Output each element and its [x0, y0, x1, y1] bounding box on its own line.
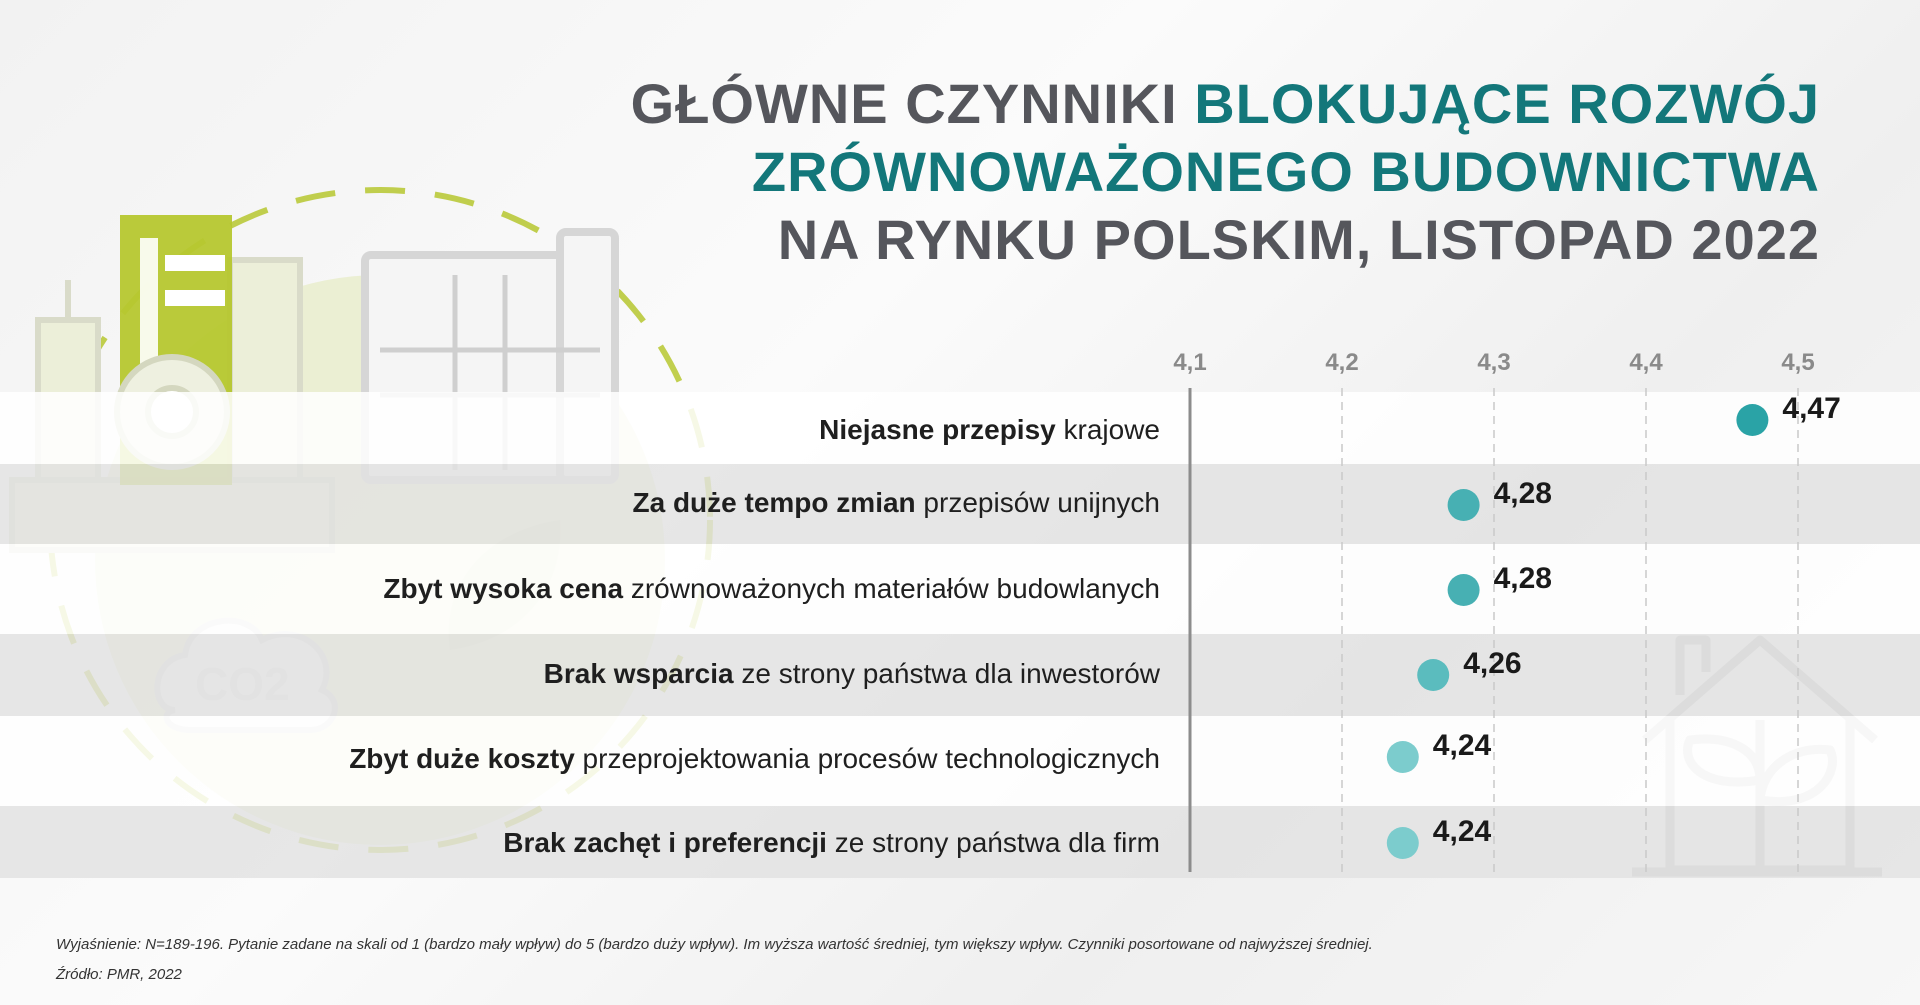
footer-note: Wyjaśnienie: N=189-196. Pytanie zadane na skali od 1 (bardzo mały wpływ) do 5 (bardzo duży wpływ). Im wyższa wartość średniej, tym większy wpływ. Czynniki posortowane od najwyższej średniej. — [56, 936, 1373, 953]
x-tick-label: 4,4 — [1629, 349, 1663, 376]
title-line-2: ZRÓWNOWAŻONEGO BUDOWNICTWA — [751, 140, 1820, 203]
category-label: Zbyt duże koszty przeprojektowania procesów technologicznych — [349, 743, 1160, 774]
x-tick-label: 4,1 — [1173, 349, 1207, 376]
value-label: 4,24 — [1432, 729, 1492, 762]
category-label: Niejasne przepisy krajowe — [819, 414, 1160, 445]
footer — [56, 930, 1373, 990]
title-line-3: NA RYNKU POLSKIM, LISTOPAD 2022 — [777, 208, 1820, 271]
x-tick-label: 4,5 — [1781, 349, 1815, 376]
value-label: 4,47 — [1782, 392, 1841, 425]
value-label: 4,24 — [1432, 815, 1492, 848]
footer-source: Źródło: PMR, 2022 — [56, 966, 182, 983]
data-point — [1448, 489, 1480, 521]
category-label: Brak wsparcia ze strony państwa dla inwestorów — [543, 658, 1160, 689]
category-label: Zbyt wysoka cena zrównoważonych materiałów budowlanych — [383, 573, 1160, 604]
category-label: Za duże tempo zmian przepisów unijnych — [632, 487, 1160, 518]
x-tick-label: 4,2 — [1325, 349, 1359, 376]
data-point — [1387, 827, 1419, 859]
data-point — [1387, 741, 1419, 773]
value-label: 4,28 — [1493, 477, 1552, 510]
data-point — [1736, 404, 1768, 436]
value-label: 4,26 — [1463, 647, 1522, 680]
x-tick-label: 4,3 — [1477, 349, 1511, 376]
data-point — [1417, 659, 1449, 691]
data-point — [1448, 574, 1480, 606]
title-part-dark: GŁÓWNE CZYNNIKI — [630, 72, 1178, 135]
category-label: Brak zachęt i preferencji ze strony państwa dla firm — [503, 827, 1160, 858]
value-label: 4,28 — [1493, 562, 1552, 595]
title-part-teal: BLOKUJĄCE ROZWÓJ — [1194, 72, 1820, 135]
